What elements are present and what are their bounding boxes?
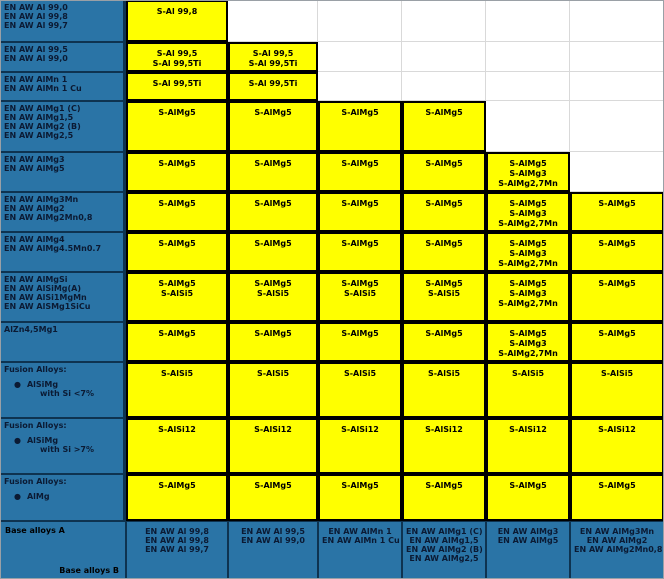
row-header-title: Fusion Alloys: — [4, 365, 67, 374]
empty-cell — [570, 152, 664, 192]
filler-cell: S-AlSi5 — [486, 362, 570, 418]
filler-cell: S-AlSi12 — [228, 418, 318, 474]
filler-cell: S-AlMg5 S-AlMg3 S-AlMg2,7Mn — [486, 192, 570, 232]
row-header: EN AW AlMg3 EN AW AlMg5 — [0, 152, 126, 192]
base-alloy-header: EN AW AlMn 1 EN AW AlMn 1 Cu — [318, 521, 402, 579]
filler-cell: S-AlMg5 S-AlMg3 S-AlMg2,7Mn — [486, 152, 570, 192]
base-alloy-header: EN AW AlMg3 EN AW AlMg5 — [486, 521, 570, 579]
filler-cell: S-AlSi5 — [318, 362, 402, 418]
empty-cell — [570, 72, 664, 101]
filler-cell: S-AlSi5 — [228, 362, 318, 418]
filler-cell: S-AlMg5 — [402, 322, 486, 362]
filler-cell: S-AlSi12 — [126, 418, 228, 474]
filler-cell: S-AlSi12 — [486, 418, 570, 474]
filler-cell: S-AlMg5 — [402, 152, 486, 192]
filler-cell: S-AlMg5 — [126, 474, 228, 521]
filler-cell: S-AlMg5 — [318, 101, 402, 152]
filler-cell: S-AlMg5 S-AlSi5 — [228, 272, 318, 322]
row-header: EN AW Al 99,0 EN AW Al 99,8 EN AW Al 99,7 — [0, 0, 126, 42]
filler-cell: S-AlMg5 — [402, 101, 486, 152]
filler-cell: S-Al 99,8 — [126, 0, 228, 42]
base-alloys-a-label: Base alloys A — [5, 526, 65, 535]
filler-cell: S-AlSi5 — [126, 362, 228, 418]
base-alloy-header: EN AW Al 99,5 EN AW Al 99,0 — [228, 521, 318, 579]
row-header: EN AW AlMgSi EN AW AlSiMg(A) EN AW AlSi1MgMn EN AW AlSMg1SiCu — [0, 272, 126, 322]
empty-cell — [318, 72, 402, 101]
row-header-title: Fusion Alloys: — [4, 421, 67, 430]
row-header: EN AW AlMg4 EN AW AlMg4.5Mn0.7 — [0, 232, 126, 272]
filler-cell: S-AlMg5 — [228, 474, 318, 521]
base-alloys-b-label: Base alloys B — [59, 566, 119, 575]
filler-cell: S-AlMg5 — [126, 152, 228, 192]
empty-cell — [318, 42, 402, 72]
filler-cell: S-AlMg5 — [318, 322, 402, 362]
row-header — [0, 362, 126, 418]
empty-cell — [318, 0, 402, 42]
filler-cell: S-AlSi5 — [402, 362, 486, 418]
filler-cell: S-AlMg5 — [486, 474, 570, 521]
filler-cell: S-AlMg5 — [402, 474, 486, 521]
filler-cell: S-AlMg5 S-AlMg3 S-AlMg2,7Mn — [486, 272, 570, 322]
filler-cell: S-AlMg5 — [570, 232, 664, 272]
bullet-subtext: with Si <7% — [40, 389, 95, 398]
row-header: EN AW AlMg3Mn EN AW AlMg2 EN AW AlMg2Mn0,8 — [0, 192, 126, 232]
filler-cell: S-AlMg5 — [402, 192, 486, 232]
empty-cell — [402, 42, 486, 72]
filler-cell: S-AlMg5 S-AlSi5 — [126, 272, 228, 322]
base-alloy-header: EN AW AlMg3Mn EN AW AlMg2 EN AW AlMg2Mn0,8 — [570, 521, 664, 579]
filler-cell: S-AlMg5 — [228, 322, 318, 362]
filler-cell: S-AlMg5 — [126, 192, 228, 232]
filler-cell: S-AlMg5 S-AlSi5 — [318, 272, 402, 322]
base-alloy-header: EN AW Al 99,8 EN AW Al 99,8 EN AW Al 99,7 — [126, 521, 228, 579]
row-header-title: Fusion Alloys: — [4, 477, 67, 486]
filler-cell: S-AlMg5 — [402, 232, 486, 272]
filler-cell: S-Al 99,5 S-Al 99,5Ti — [126, 42, 228, 72]
filler-cell: S-AlMg5 S-AlMg3 S-AlMg2,7Mn — [486, 232, 570, 272]
row-header — [0, 418, 126, 474]
empty-cell — [402, 0, 486, 42]
row-header: EN AW AlMg1 (C) EN AW AlMg1,5 EN AW AlMg2 (B) EN AW AlMg2,5 — [0, 101, 126, 152]
filler-cell: S-Al 99,5Ti — [228, 72, 318, 101]
filler-cell: S-Al 99,5 S-Al 99,5Ti — [228, 42, 318, 72]
filler-cell: S-AlSi5 — [570, 362, 664, 418]
bullet-subtext: with Si >7% — [40, 445, 95, 454]
filler-cell: S-AlMg5 — [228, 101, 318, 152]
filler-cell: S-AlMg5 — [570, 272, 664, 322]
base-alloy-header: EN AW AlMg1 (C) EN AW AlMg1,5 EN AW AlMg2 (B) EN AW AlMg2,5 — [402, 521, 486, 579]
filler-cell: S-AlMg5 — [318, 232, 402, 272]
empty-cell — [228, 0, 318, 42]
empty-cell — [486, 101, 570, 152]
filler-cell: S-AlMg5 — [570, 322, 664, 362]
filler-cell: S-AlMg5 S-AlMg3 S-AlMg2,7Mn — [486, 322, 570, 362]
empty-cell — [570, 101, 664, 152]
empty-cell — [570, 0, 664, 42]
filler-cell: S-AlMg5 — [126, 322, 228, 362]
row-header: AlZn4,5Mg1 — [0, 322, 126, 362]
filler-cell: S-AlSi12 — [318, 418, 402, 474]
filler-cell: S-Al 99,5Ti — [126, 72, 228, 101]
empty-cell — [402, 72, 486, 101]
empty-cell — [486, 0, 570, 42]
bullet-item: ● AlSiMg — [4, 436, 120, 445]
row-header — [0, 474, 126, 521]
filler-cell: S-AlMg5 — [126, 232, 228, 272]
filler-cell: S-AlMg5 — [570, 474, 664, 521]
bullet-item: ● AlMg — [4, 492, 120, 501]
filler-cell: S-AlMg5 S-AlSi5 — [402, 272, 486, 322]
filler-cell: S-AlMg5 — [126, 101, 228, 152]
filler-cell: S-AlMg5 — [318, 474, 402, 521]
filler-cell: S-AlMg5 — [228, 192, 318, 232]
filler-cell: S-AlMg5 — [318, 152, 402, 192]
base-alloys-corner — [0, 521, 126, 579]
filler-cell: S-AlMg5 — [318, 192, 402, 232]
bullet-item: ● AlSiMg — [4, 380, 120, 389]
filler-cell: S-AlSi12 — [570, 418, 664, 474]
row-header: EN AW Al 99,5 EN AW Al 99,0 — [0, 42, 126, 72]
row-header: EN AW AlMn 1 EN AW AlMn 1 Cu — [0, 72, 126, 101]
filler-cell: S-AlSi12 — [402, 418, 486, 474]
empty-cell — [570, 42, 664, 72]
empty-cell — [486, 72, 570, 101]
filler-cell: S-AlMg5 — [228, 232, 318, 272]
filler-cell: S-AlMg5 — [228, 152, 318, 192]
filler-cell: S-AlMg5 — [570, 192, 664, 232]
empty-cell — [486, 42, 570, 72]
